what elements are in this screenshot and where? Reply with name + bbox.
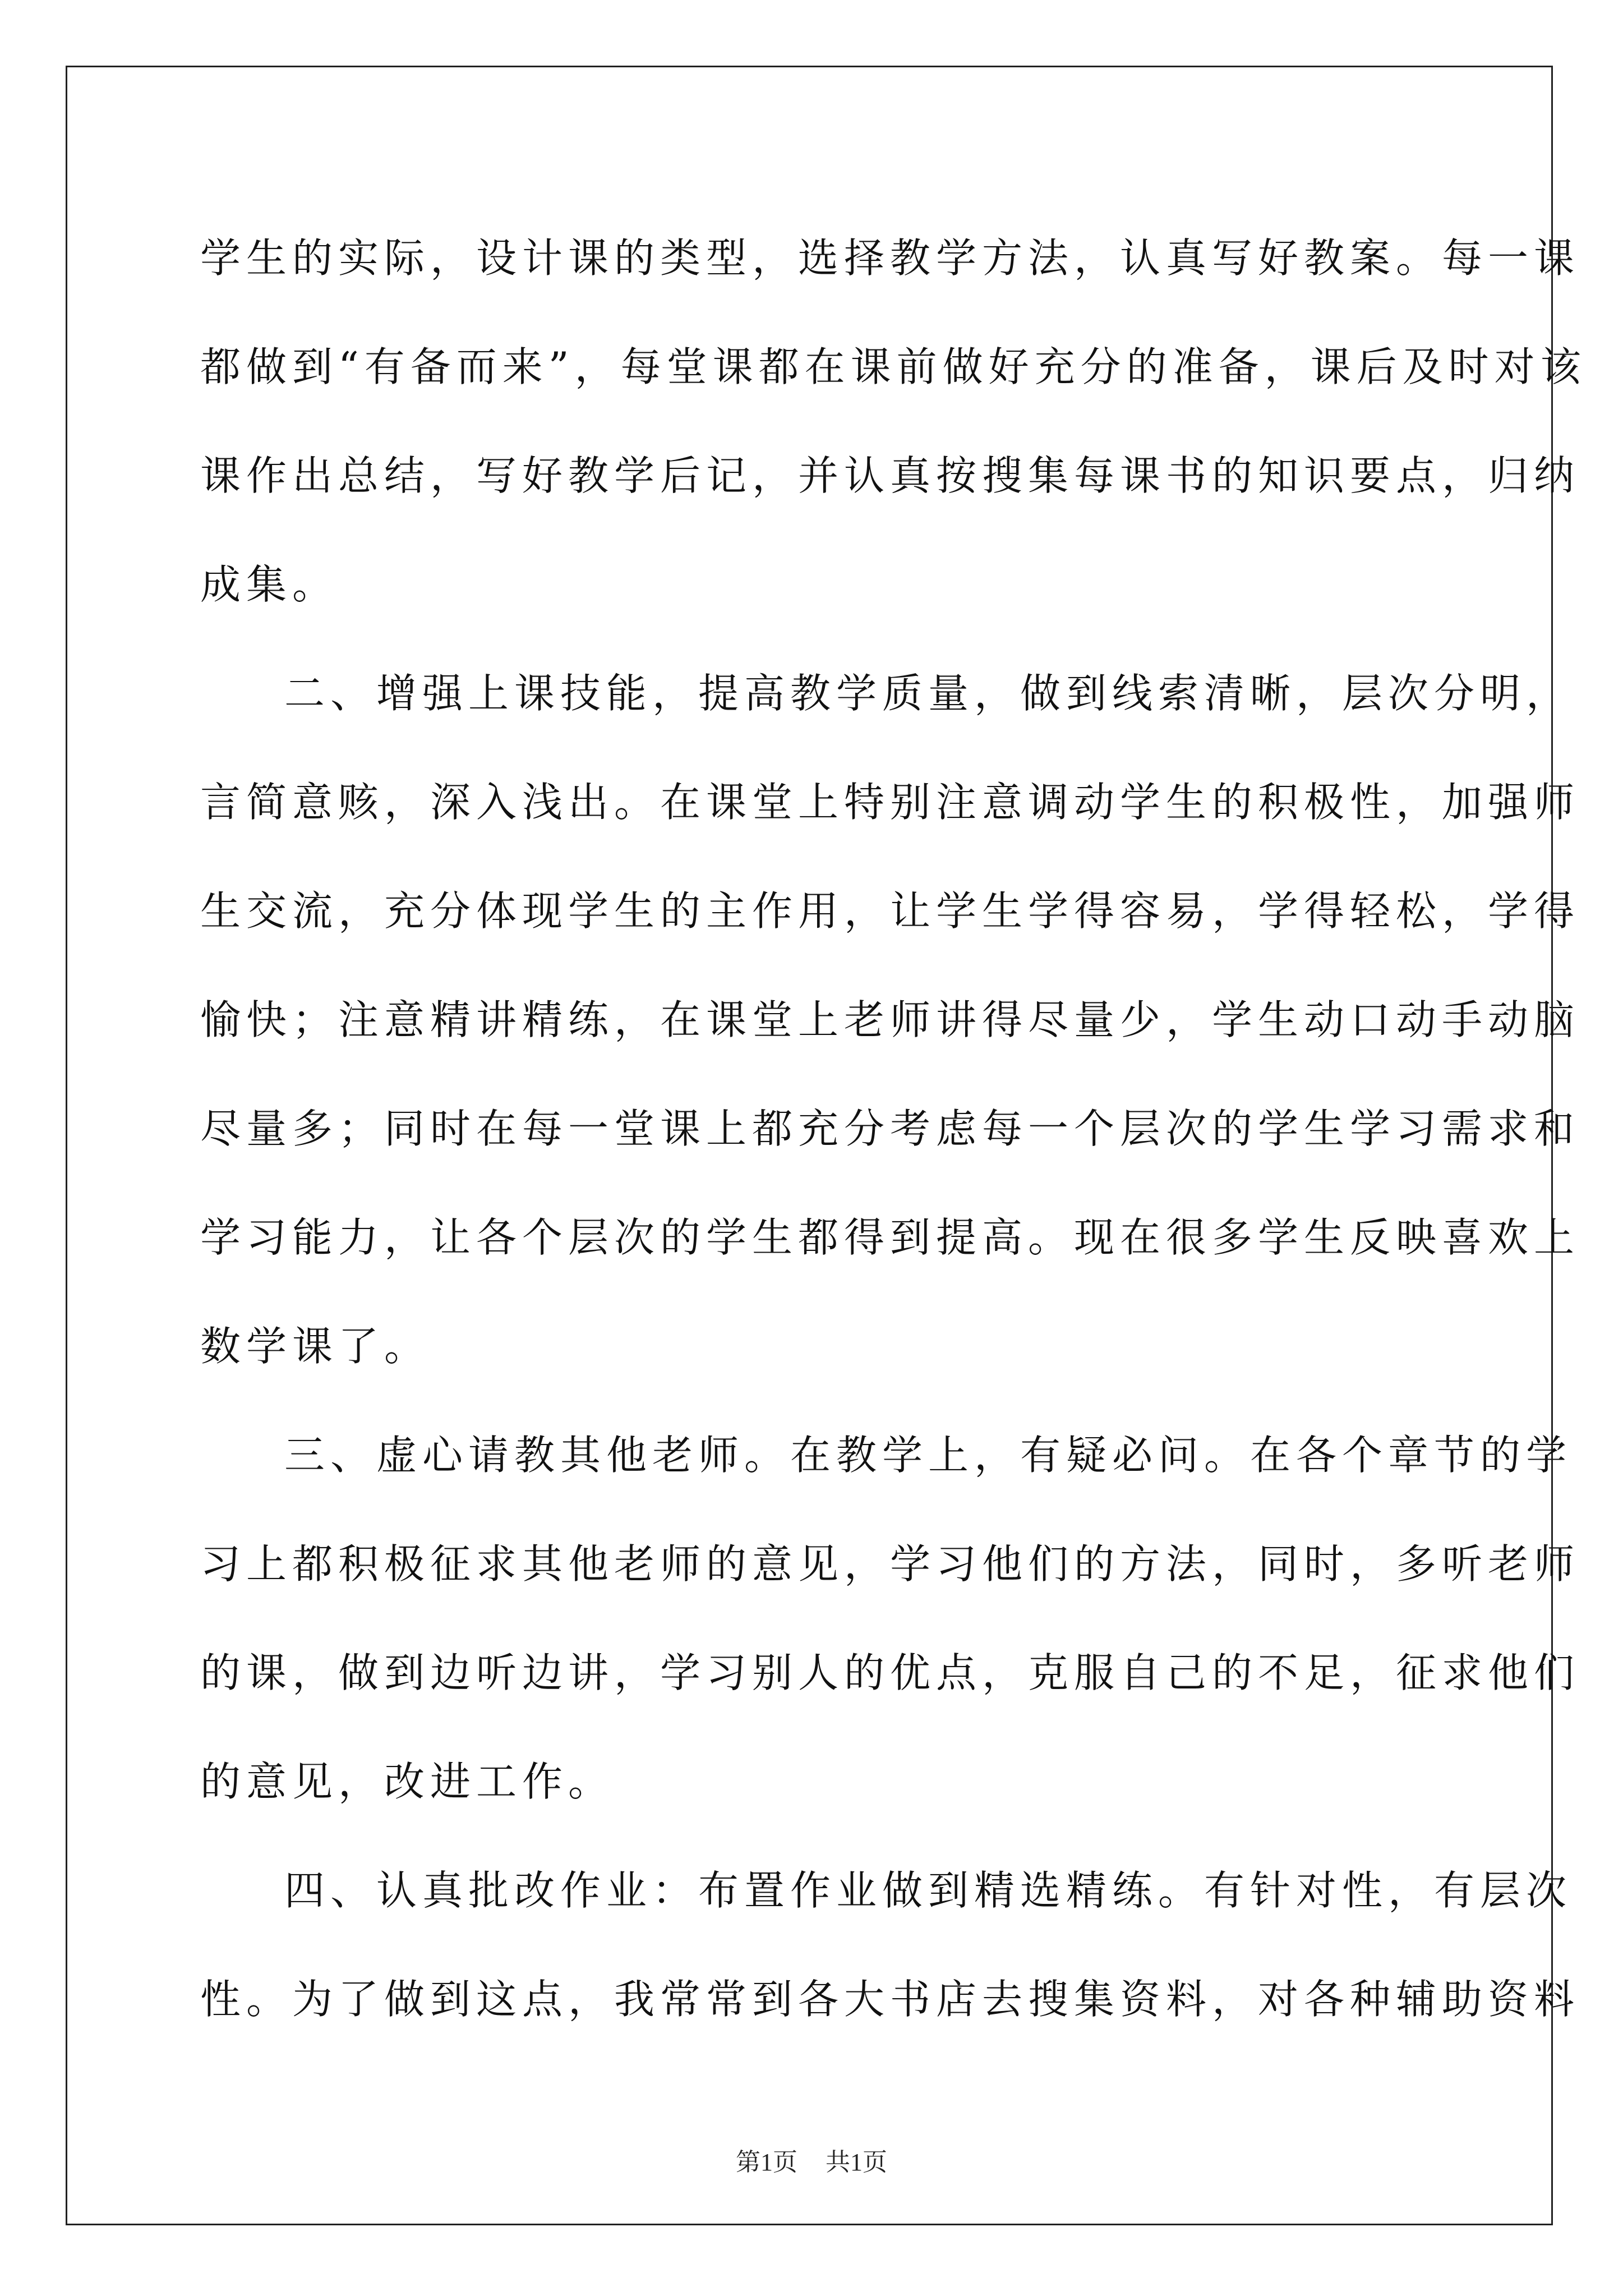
text-line: 课作出总结，写好教学后记，并认真按搜集每课书的知识要点，归纳 [200, 452, 1580, 499]
text-line: 尽量多；同时在每一堂课上都充分考虑每一个层次的学生学习需求和 [200, 1105, 1580, 1152]
page-total: 共1页 [826, 2148, 887, 2176]
document-body [200, 204, 1587, 2054]
text-line: 都做到“有备而来”，每堂课都在课前做好充分的准备，课后及时对该 [200, 343, 1587, 390]
text-line: 二、增强上课技能，提高教学质量，做到线索清晰，层次分明， [284, 670, 1573, 717]
text-line: 言简意赅，深入浅出。在课堂上特别注意调动学生的积极性，加强师 [200, 779, 1580, 826]
text-line: 四、认真批改作业：布置作业做到精选精练。有针对性，有层次 [284, 1867, 1573, 1914]
text-line: 性。为了做到这点，我常常到各大书店去搜集资料，对各种辅助资料 [200, 1976, 1580, 2023]
text-line: 数学课了。 [200, 1323, 431, 1370]
text-line: 三、虚心请教其他老师。在教学上，有疑必问。在各个章节的学 [284, 1432, 1573, 1479]
page-number: 第1页 [736, 2148, 797, 2176]
text-line: 习上都积极征求其他老师的意见，学习他们的方法，同时，多听老师 [200, 1540, 1580, 1588]
text-line: 学生的实际，设计课的类型，选择教学方法，认真写好教案。每一课 [200, 234, 1580, 282]
text-line: 的课，做到边听边讲，学习别人的优点，克服自己的不足，征求他们 [200, 1649, 1580, 1696]
text-line: 愉快；注意精讲精练，在课堂上老师讲得尽量少，学生动口动手动脑 [200, 996, 1580, 1043]
text-line: 成集。 [200, 561, 339, 608]
text-line: 生交流，充分体现学生的主作用，让学生学得容易，学得轻松，学得 [200, 887, 1580, 935]
text-line: 的意见，改进工作。 [200, 1758, 615, 1805]
text-line: 学习能力，让各个层次的学生都得到提高。现在很多学生反映喜欢上 [200, 1214, 1580, 1261]
page-footer [0, 2142, 1623, 2178]
